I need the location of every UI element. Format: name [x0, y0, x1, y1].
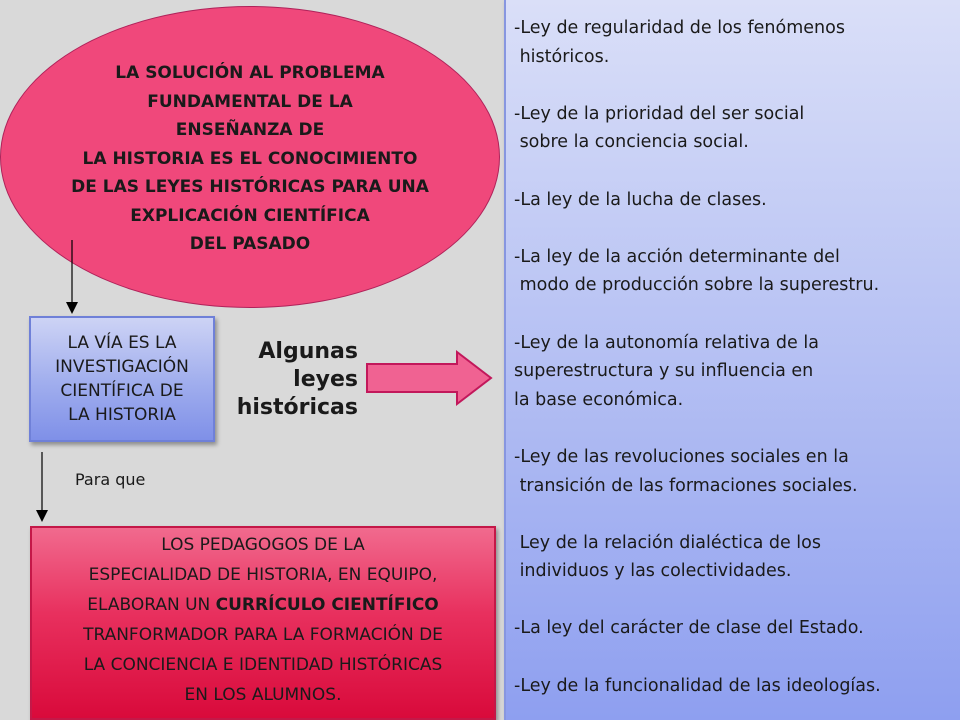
ellipse-line: EXPLICACIÓN CIENTÍFICA — [130, 205, 370, 226]
pedagogos-line: TRANFORMADOR PARA LA FORMACIÓN DE — [83, 625, 443, 645]
law-line: transición de las formaciones sociales. — [514, 475, 858, 496]
law-line: -La ley del carácter de clase del Estado. — [514, 618, 864, 639]
law-line: sobre la conciencia social. — [514, 132, 749, 153]
law-item — [514, 614, 950, 643]
law-line: Ley de la relación dialéctica de los — [514, 532, 821, 553]
algunas-line: históricas — [236, 395, 358, 420]
law-line: -Ley de regularidad de los fenómenos — [514, 18, 845, 38]
ellipse-line: LA SOLUCIÓN AL PROBLEMA — [115, 63, 385, 84]
law-item — [514, 329, 950, 415]
law-line: -Ley de la funcionalidad de las ideologías. — [514, 675, 881, 696]
law-line: históricos. — [514, 46, 610, 67]
law-line: modo de producción sobre la superestru. — [514, 275, 880, 296]
pedagogos-line: LOS PEDAGOGOS DE LA — [161, 535, 365, 555]
via-line: INVESTIGACIÓN — [55, 357, 189, 377]
via-box — [29, 316, 215, 442]
algunas-leyes-label — [237, 338, 358, 422]
algunas-line: leyes — [293, 367, 358, 392]
law-item — [514, 529, 950, 586]
law-line: -Ley de la prioridad del ser social — [514, 103, 805, 124]
law-item — [514, 243, 950, 300]
arrow-down-1 — [64, 240, 80, 316]
law-line: -Ley de la autonomía relativa de la — [514, 332, 819, 353]
law-item — [514, 186, 950, 215]
law-line: individuos y las colectividades. — [514, 561, 792, 582]
algunas-line: Algunas — [258, 339, 358, 364]
law-item — [514, 14, 950, 71]
ellipse-line: ENSEÑANZA DE — [175, 120, 325, 141]
ellipse-line: FUNDAMENTAL DE LA — [147, 91, 353, 112]
via-line: LA HISTORIA — [68, 405, 176, 425]
via-line: CIENTÍFICA DE — [60, 381, 184, 401]
law-line: -Ley de las revoluciones sociales en la — [514, 446, 849, 467]
pedagogos-line: EN LOS ALUMNOS. — [184, 685, 342, 705]
pedagogos-text: ELABORAN UN — [87, 595, 216, 615]
pedagogos-box — [30, 526, 496, 720]
law-line: -La ley de la acción determinante del — [514, 246, 840, 267]
law-item — [514, 443, 950, 500]
law-line: la base económica. — [514, 389, 684, 410]
via-line: LA VÍA ES LA — [67, 333, 177, 353]
law-item — [514, 672, 950, 701]
pedagogos-line — [87, 590, 439, 620]
ellipse-line: DE LAS LEYES HISTÓRICAS PARA UNA — [71, 177, 429, 198]
law-item — [514, 100, 950, 157]
pedagogos-line: LA CONCIENCIA E IDENTIDAD HISTÓRICAS — [83, 655, 443, 675]
para-que-label: Para que — [75, 470, 146, 489]
ellipse-line: DEL PASADO — [189, 234, 311, 255]
curriculo-highlight: CURRÍCULO CIENTÍFICO — [215, 595, 439, 615]
law-line: -La ley de la lucha de clases. — [514, 189, 767, 210]
block-arrow-right — [365, 350, 495, 406]
pedagogos-line: ESPECIALIDAD DE HISTORIA, EN EQUIPO, — [88, 565, 438, 585]
arrow-down-2 — [34, 452, 50, 524]
ellipse-line: LA HISTORIA ES EL CONOCIMIENTO — [82, 148, 418, 169]
law-line: superestructura y su influencia en — [514, 361, 814, 382]
laws-panel — [504, 0, 960, 720]
